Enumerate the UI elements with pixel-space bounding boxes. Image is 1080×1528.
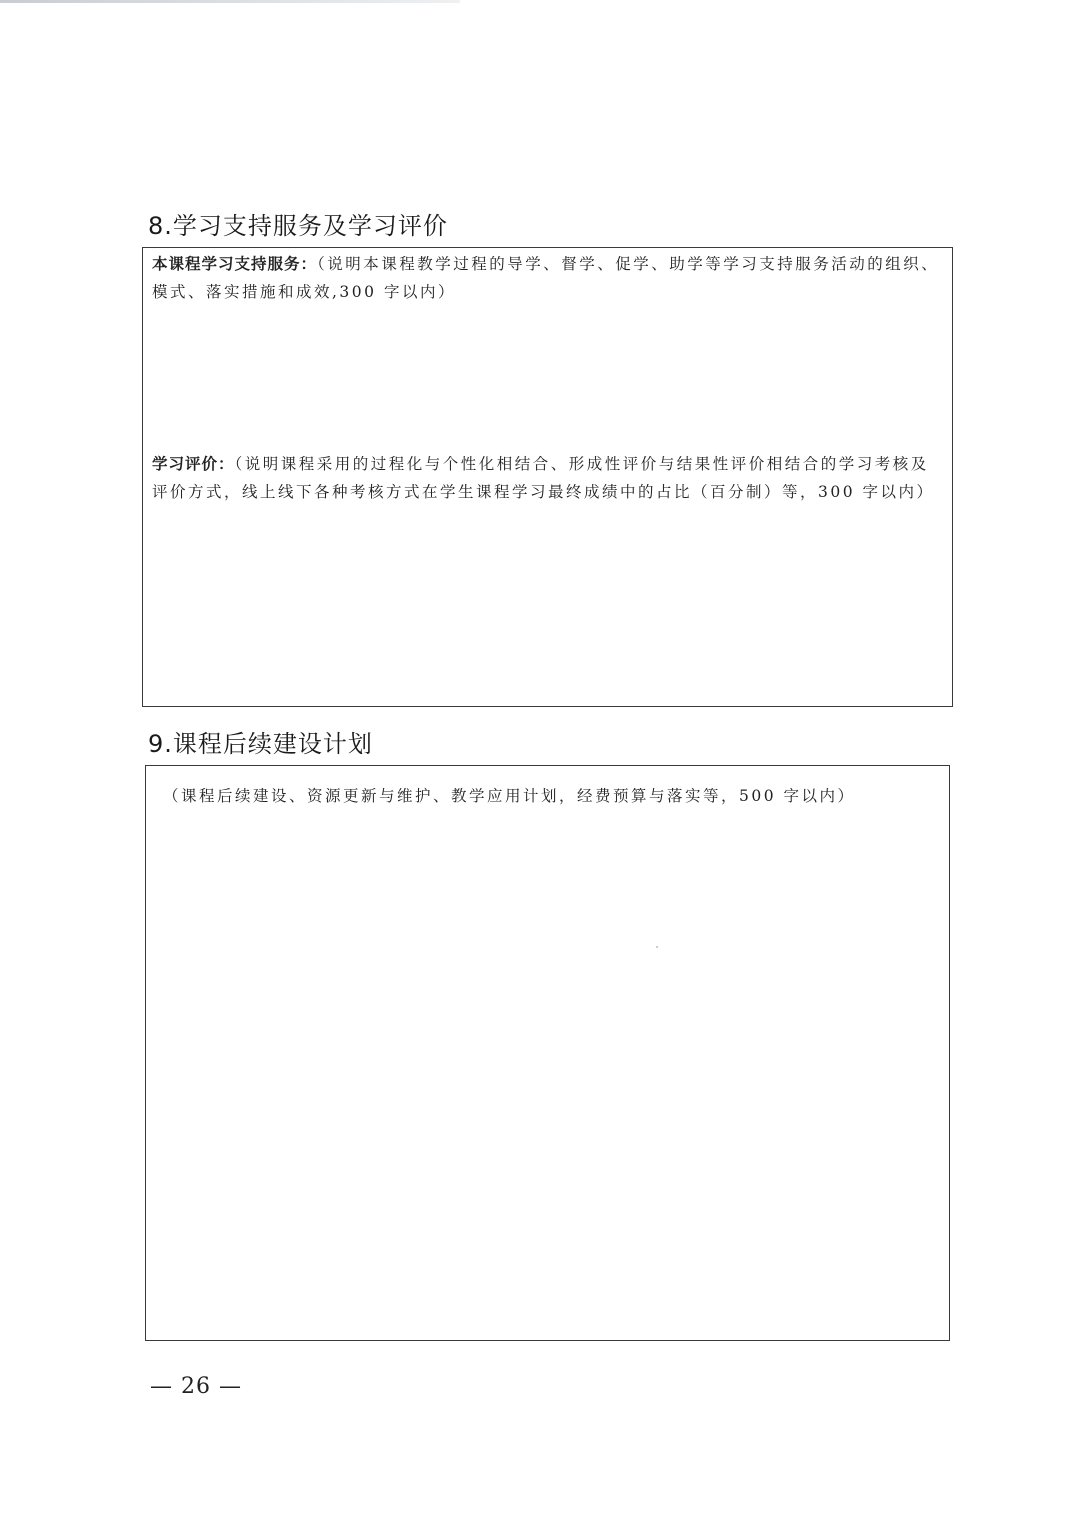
support-service-instructions: （说明本课程教学过程的导学、督学、促学、助学等学习支持服务活动的组织、模式、落实措施和成效,300 字以内） bbox=[152, 255, 940, 301]
support-service-paragraph bbox=[152, 250, 944, 306]
learning-evaluation-instructions: （说明课程采用的过程化与个性化相结合、形成性评价与结果性评价相结合的学习考核及评价方式，线上线下各种考核方式在学生课程学习最终成绩中的占比（百分制）等，300 字以内） bbox=[152, 455, 935, 501]
scan-edge-strip bbox=[0, 0, 460, 3]
section-9-title: 9.课程后续建设计划 bbox=[148, 730, 373, 758]
section-8-box bbox=[142, 247, 953, 707]
scan-speck bbox=[656, 946, 658, 948]
learning-evaluation-label: 学习评价： bbox=[152, 455, 235, 473]
support-service-label: 本课程学习支持服务： bbox=[152, 255, 318, 273]
learning-evaluation-paragraph bbox=[152, 450, 944, 506]
section-8-title: 8.学习支持服务及学习评价 bbox=[148, 212, 448, 240]
construction-plan-instructions: （课程后续建设、资源更新与维护、教学应用计划，经费预算与落实等，500 字以内） bbox=[163, 787, 856, 805]
page-number: — 26 — bbox=[150, 1374, 242, 1399]
section-9-box bbox=[145, 765, 950, 1341]
